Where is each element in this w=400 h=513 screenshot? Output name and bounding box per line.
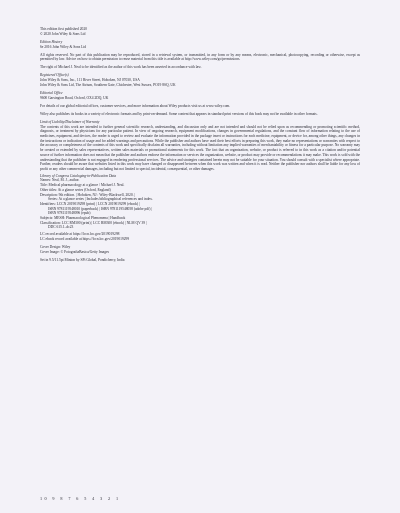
edition-block	[40, 27, 360, 36]
liability-paragraph: The contents of this work are intended to further general scientific research, understanding, and discussion only and are not intended and should not be relied upon as recommending or promoting scientific method, diagnosis, or treatment by physicians for any particular patient. In view of ongoing research, equipment modifications, changes in governmental regulations, and the constant flow of information relating to the use of medicines, equipment, and devices, the reader is urged to review and evaluate the information provided in the package insert or instructions for each medicine, equipment, or device for, among other things, any changes in the instructions or indication of usage and for added warnings and precautions. While the publisher and authors have used their best efforts in preparing this work, they make no representations or warranties with respect to the accuracy or completeness of the contents of this work and specifically disclaim all warranties, including without limitation any implied warranties of merchantability or fitness for a particular purpose. No warranty may be created or extended by sales representatives, written sales materials or promotional statements for this work. The fact that an organization, website, or product is referred to in this work as a citation and/or potential source of further information does not mean that the publisher and authors endorse the information or services the organization, website, or product may provide or recommendations it may make. This work is sold with the understanding that the publisher is not engaged in rendering professional services. The advice and strategies contained herein may not be suitable for your situation. You should consult with a specialist where appropriate. Further, readers should be aware that websites listed in this work may have changed or disappeared between when this work was written and when it is read. Neither the publisher nor authors shall be liable for any loss of profit or any other commercial damages, including but not limited to special, incidental, consequential, or other damages.	[40, 124, 360, 171]
cip-classification: Classification: LCC RM300 (print) | LCC RM300 (ebook) | NLM QV 39 |	[40, 220, 147, 225]
cip-block	[40, 174, 360, 230]
editorial-office-address: 9600 Garsington Road, Oxford, OX4 2DQ, UK	[40, 95, 109, 100]
registered-office-uk: John Wiley & Sons Ltd, The Atrium, Southern Gate, Chichester, West Sussex, PO19 8SQ, UK	[40, 82, 176, 87]
cip-description: Description: 9th edition. | Hoboken, NJ : Wiley-Blackwell, 2020. |	[40, 192, 136, 197]
editorial-office-heading: Editorial Office	[40, 90, 63, 95]
cip-isbn-2: ISBN 9781119548096 (epub)	[48, 211, 91, 216]
formats-paragraph: Wiley also publishes its books in a variety of electronic formats and by print-on-demand. Some content that appears in standard print versions of this book may not be available in other formats.	[40, 111, 318, 116]
cip-other-titles: Other titles: At a glance series (Oxford, England)	[40, 187, 111, 192]
author-right-paragraph: The right of Michael J. Neal to be identified as the author of this work has been asserted in accordance with law.	[40, 65, 202, 70]
cip-title: Title: Medical pharmacology at a glance / Michael J. Neal.	[40, 183, 125, 188]
cip-subjects: Subjects: MESH: Pharmacological Phenomena | Handbook	[40, 216, 126, 221]
lc-record: LC record available at https://lccn.loc.gov/2019019298	[40, 232, 120, 237]
printing-line: 10 9 8 7 6 5 4 3 2 1	[40, 496, 121, 501]
details-paragraph: For details of our global editorial offices, customer services, and more information about Wiley products visit us at www.wiley.com.	[40, 103, 231, 108]
edition-history: 6e 2016 John Wiley & Sons Ltd	[40, 44, 87, 49]
typeset-line: Set in 9.5/11.5pt Minion by SPi Global, Pondicherry, India	[40, 257, 125, 262]
cip-identifiers: Identifiers: LCCN 2019019298 (print) | LCCN 2019019299 (ebook) |	[40, 201, 140, 206]
lc-ebook-record: LC ebook record available at https://lccn.loc.gov/2019019299	[40, 236, 130, 241]
cip-heading: Library of Congress Cataloging-in-Publication Data	[40, 173, 117, 178]
registered-office-usa: John Wiley & Sons, Inc., 111 River Street, Hoboken, NJ 07030, USA	[40, 78, 140, 83]
rights-reserved-paragraph: All rights reserved. No part of this publication may be reproduced, stored in a retrieval system, or transmitted, in any form or by any means, electronic, mechanical, photocopying, recording or otherwise, except as permitted by law. Advice on how to obtain permission to reuse material from this title is available at http://www.wiley.com/go/permissions.	[40, 52, 360, 62]
cip-isbn-1: ISBN 9781119548010 (paperback) | ISBN 9781119548058 (adobe pdf) |	[48, 206, 153, 211]
copyright-line: © 2020 John Wiley & Sons Ltd	[40, 31, 86, 36]
registered-offices-heading: Registered Office(s)	[40, 73, 69, 78]
cover-design: Cover Design: Wiley	[40, 244, 71, 249]
cip-series: Series: At a glance series | Includes bibliographical references and index.	[48, 197, 153, 202]
cip-names: Names: Neal, M. J., author.	[40, 178, 80, 183]
liability-heading: Limit of Liability/Disclaimer of Warranty	[40, 119, 100, 124]
edition-history-heading: Edition History	[40, 39, 63, 44]
cover-image: Cover Image: © FotografiaBasica/Getty Images	[40, 249, 109, 254]
edition-line: This edition first published 2020	[40, 27, 87, 31]
cip-ddc: DDC 615.1–dc23	[48, 225, 74, 230]
